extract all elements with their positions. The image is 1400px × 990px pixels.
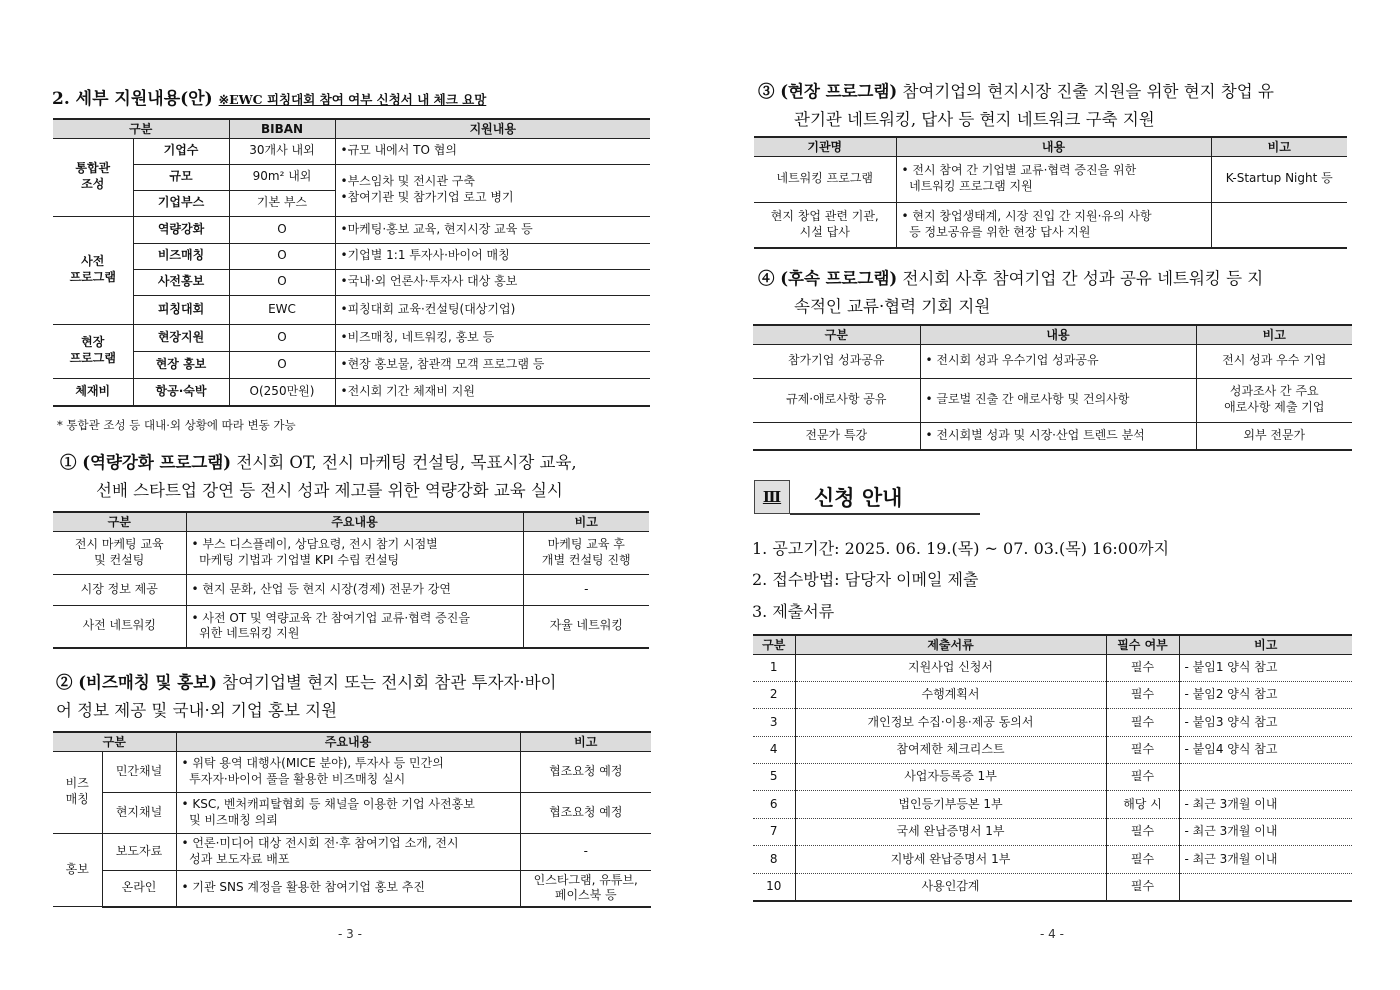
paragraph-line: 선배 스타트업 강연 등 전시 성과 제고를 위한 역량강화 교육 실시 xyxy=(96,481,563,500)
header-cell: 주요내용 xyxy=(176,732,520,751)
content-cell: •피칭대회 교육·컨설팅(대상기업) xyxy=(335,295,650,324)
doc-no: 8 xyxy=(753,846,795,873)
content-cell: •전시회 기간 체재비 지원 xyxy=(335,378,650,406)
table-cell: 협조요청 예정 xyxy=(520,751,651,792)
header-cell: 구분 xyxy=(753,635,795,654)
table-cell xyxy=(1211,202,1347,248)
paragraph-line: 참여기업별 현지 또는 전시회 참관 투자자·바이 xyxy=(216,673,557,692)
table-row xyxy=(753,846,1352,873)
table-row xyxy=(753,791,1352,818)
table-cell: • 사전 OT 및 역량교육 간 참여기업 교류·협력 증진을 위한 네트워킹 지원 xyxy=(186,605,523,648)
table-cell: 온라인 xyxy=(102,870,176,907)
paragraph-lead: ④ (후속 프로그램) xyxy=(758,269,898,288)
header-cell: 구분 xyxy=(53,512,186,531)
doc-required: 필수 xyxy=(1106,681,1179,708)
table-cell: 외부 전문가 xyxy=(1196,422,1352,450)
doc-name: 법인등기부등본 1부 xyxy=(795,791,1106,818)
header-cell: 기관명 xyxy=(754,137,896,156)
biban-cell: 30개사 내외 xyxy=(229,138,335,164)
biban-cell: O xyxy=(229,243,335,269)
item-cell: 기업수 xyxy=(133,138,229,164)
doc-note: - 최근 3개월 이내 xyxy=(1179,791,1352,818)
paragraph-line: 어 정보 제공 및 국내·외 기업 홍보 지원 xyxy=(56,701,338,720)
doc-no: 2 xyxy=(753,681,795,708)
item-cell: 비즈매칭 xyxy=(133,243,229,269)
group-cell: 현장 프로그램 xyxy=(53,324,133,378)
table-cell: 규제·애로사항 공유 xyxy=(753,378,920,422)
biban-cell: O xyxy=(229,351,335,378)
doc-required: 필수 xyxy=(1106,709,1179,736)
group-cell: 통합관 조성 xyxy=(53,138,133,216)
doc-note: - 붙임3 양식 참고 xyxy=(1179,709,1352,736)
content-cell: •규모 내에서 TO 협의 xyxy=(335,138,650,164)
paragraph-line: 속적인 교류·협력 기회 지원 xyxy=(794,297,991,316)
doc-required: 필수 xyxy=(1106,654,1179,681)
content-cell: •기업별 1:1 투자사·바이어 매칭 xyxy=(335,243,650,269)
paragraph-lead: ① (역량강화 프로그램) xyxy=(60,453,232,472)
doc-required: 필수 xyxy=(1106,818,1179,845)
doc-name: 국세 완납증명서 1부 xyxy=(795,818,1106,845)
doc-name: 수행계획서 xyxy=(795,681,1106,708)
header-cell: 구분 xyxy=(53,119,229,138)
item-cell: 항공·숙박 xyxy=(133,378,229,406)
table-cell: • 위탁 용역 대행사(MICE 분야), 투자사 등 민간의 투자자·바이어 풀을 활용한 비즈매칭 실시 xyxy=(176,751,520,792)
onsite-table xyxy=(754,136,1347,249)
header-cell: 비고 xyxy=(1196,325,1352,344)
paragraph-line: 전시회 사후 참여기업 간 성과 공유 네트워킹 등 지 xyxy=(897,269,1264,288)
documents-table xyxy=(753,634,1352,902)
table-cell: 전시 마케팅 교육 및 컨설팅 xyxy=(53,531,186,574)
doc-note: - 붙임4 양식 참고 xyxy=(1179,736,1352,763)
doc-required: 필수 xyxy=(1106,764,1179,791)
content-cell: •비즈매칭, 네트워킹, 홍보 등 xyxy=(335,324,650,351)
biban-cell: O xyxy=(229,269,335,295)
heading-note: ※EWC 피칭대회 참여 여부 신청서 내 체크 요망 xyxy=(218,92,487,107)
item-cell: 피칭대회 xyxy=(133,295,229,324)
table-row xyxy=(753,873,1352,900)
doc-note xyxy=(1179,764,1352,791)
paragraph-capacity xyxy=(60,449,660,505)
biban-cell: O xyxy=(229,324,335,351)
item-cell: 규모 xyxy=(133,164,229,190)
header-cell: 필수 여부 xyxy=(1106,635,1179,654)
table-cell: • 기관 SNS 계정을 활용한 참여기업 홍보 추진 xyxy=(176,870,520,907)
table-cell: K-Startup Night 등 xyxy=(1211,156,1347,202)
header-cell: 주요내용 xyxy=(186,512,523,531)
table-cell: 시장 정보 제공 xyxy=(53,574,186,605)
content-cell: •마케팅·홍보 교육, 현지시장 교육 등 xyxy=(335,216,650,243)
table-cell: 현지 창업 관련 기관, 시설 답사 xyxy=(754,202,896,248)
table-cell: • 전시회별 성과 및 시장·산업 트렌드 분석 xyxy=(920,422,1196,450)
doc-no: 5 xyxy=(753,764,795,791)
doc-no: 3 xyxy=(753,709,795,736)
table-cell: 협조요청 예정 xyxy=(520,792,651,833)
doc-required: 해당 시 xyxy=(1106,791,1179,818)
doc-note xyxy=(1179,873,1352,900)
section-heading xyxy=(52,84,486,109)
paragraph-line: 관기관 네트워킹, 답사 등 현지 네트워크 구축 지원 xyxy=(794,110,1155,129)
doc-no: 6 xyxy=(753,791,795,818)
header-cell: 비고 xyxy=(523,512,649,531)
table-row xyxy=(753,764,1352,791)
table-cell: 사전 네트워킹 xyxy=(53,605,186,648)
table-cell: • 언론·미디어 대상 전시회 전·후 참여기업 소개, 전시 성과 보도자료 배포 xyxy=(176,833,520,870)
paragraph-lead: ② (비즈매칭 및 홍보) xyxy=(56,673,217,692)
doc-name: 개인정보 수집·이용·제공 동의서 xyxy=(795,709,1106,736)
page-number: - 3 - xyxy=(338,927,362,941)
support-table xyxy=(53,118,650,407)
group-cell: 사전 프로그램 xyxy=(53,216,133,324)
table-row xyxy=(753,681,1352,708)
bizmatching-table xyxy=(53,731,651,908)
item-cell: 현장지원 xyxy=(133,324,229,351)
content-cell: •부스임차 및 전시관 구축 •참여기관 및 참가기업 로고 병기 xyxy=(335,164,650,216)
footnote: * 통합관 조성 등 대내·외 상황에 따라 변동 가능 xyxy=(57,418,296,432)
doc-no: 7 xyxy=(753,818,795,845)
doc-no: 10 xyxy=(753,873,795,900)
table-cell: 현지채널 xyxy=(102,792,176,833)
table-cell: 민간채널 xyxy=(102,751,176,792)
table-cell: • 글로벌 진출 간 애로사항 및 건의사항 xyxy=(920,378,1196,422)
header-cell: 비고 xyxy=(520,732,651,751)
biban-cell: O(250만원) xyxy=(229,378,335,406)
apply-method: 2. 접수방법: 담당자 이메일 제출 xyxy=(752,570,979,589)
capacity-table xyxy=(53,511,649,649)
doc-note: - 붙임1 양식 참고 xyxy=(1179,654,1352,681)
table-row xyxy=(753,736,1352,763)
item-cell: 사전홍보 xyxy=(133,269,229,295)
header-cell: 내용 xyxy=(896,137,1211,156)
biban-cell: 90m² 내외 xyxy=(229,164,335,190)
heading-text: 2. 세부 지원내용(안) xyxy=(52,89,213,109)
doc-required: 필수 xyxy=(1106,873,1179,900)
doc-required: 필수 xyxy=(1106,736,1179,763)
table-cell: • KSC, 벤처캐피탈협회 등 채널을 이용한 기업 사전홍보 및 비즈매칭 의뢰 xyxy=(176,792,520,833)
header-cell: BIBAN xyxy=(229,119,335,138)
header-cell: 구분 xyxy=(753,325,920,344)
biban-cell: 기본 부스 xyxy=(229,190,335,216)
section-number: Ⅲ xyxy=(762,488,782,506)
paragraph-onsite xyxy=(758,78,1358,134)
table-cell: 참가기업 성과공유 xyxy=(753,344,920,378)
paragraph-line: 참여기업의 현지시장 진출 지원을 위한 현지 창업 유 xyxy=(897,82,1274,101)
table-cell: 전시 성과 우수 기업 xyxy=(1196,344,1352,378)
table-cell: 인스타그램, 유튜브, 페이스북 등 xyxy=(520,870,651,907)
doc-note: - 최근 3개월 이내 xyxy=(1179,846,1352,873)
table-row xyxy=(753,818,1352,845)
section-number-box xyxy=(754,480,790,514)
table-cell: • 현지 문화, 산업 등 현지 시장(경제) 전문가 강연 xyxy=(186,574,523,605)
biban-cell: O xyxy=(229,216,335,243)
item-cell: 현장 홍보 xyxy=(133,351,229,378)
paragraph-bizmatching xyxy=(56,669,666,725)
header-cell: 비고 xyxy=(1211,137,1347,156)
item-cell: 역량강화 xyxy=(133,216,229,243)
header-cell: 내용 xyxy=(920,325,1196,344)
doc-no: 4 xyxy=(753,736,795,763)
content-cell: •국내·외 언론사·투자사 대상 홍보 xyxy=(335,269,650,295)
item-cell: 기업부스 xyxy=(133,190,229,216)
table-cell: • 현지 창업생태계, 시장 진입 간 지원·유의 사항 등 정보공유를 위한 현장 답사 지원 xyxy=(896,202,1211,248)
followup-table xyxy=(753,324,1352,451)
header-cell: 구분 xyxy=(53,732,176,751)
doc-name: 지원사업 신청서 xyxy=(795,654,1106,681)
header-cell: 지원내용 xyxy=(335,119,650,138)
table-row xyxy=(753,654,1352,681)
header-cell: 비고 xyxy=(1179,635,1352,654)
table-cell: - xyxy=(523,574,649,605)
table-cell: 자율 네트워킹 xyxy=(523,605,649,648)
table-cell: - xyxy=(520,833,651,870)
section-underline xyxy=(790,513,980,515)
doc-name: 참여제한 체크리스트 xyxy=(795,736,1106,763)
table-cell: 마케팅 교육 후 개별 컨설팅 진행 xyxy=(523,531,649,574)
header-cell: 제출서류 xyxy=(795,635,1106,654)
paragraph-lead: ③ (현장 프로그램) xyxy=(758,82,898,101)
table-cell: • 부스 디스플레이, 상담요령, 전시 참기 시점별 마케팅 기법과 기업별 KPI 수립 컨설팅 xyxy=(186,531,523,574)
table-cell: 성과조사 간 주요 애로사항 제출 기업 xyxy=(1196,378,1352,422)
group-cell: 체재비 xyxy=(53,378,133,406)
section-title: 신청 안내 xyxy=(814,486,903,510)
doc-no: 1 xyxy=(753,654,795,681)
apply-documents-label: 3. 제출서류 xyxy=(752,602,835,621)
table-cell: • 전시회 성과 우수기업 성과공유 xyxy=(920,344,1196,378)
table-cell: 전문가 특강 xyxy=(753,422,920,450)
page-number: - 4 - xyxy=(1040,927,1064,941)
table-cell: • 전시 참여 간 기업별 교류·협력 증진을 위한 네트워킹 프로그램 지원 xyxy=(896,156,1211,202)
doc-note: - 붙임2 양식 참고 xyxy=(1179,681,1352,708)
group-cell: 홍보 xyxy=(53,833,102,907)
doc-required: 필수 xyxy=(1106,846,1179,873)
doc-name: 사업자등록증 1부 xyxy=(795,764,1106,791)
apply-period: 1. 공고기간: 2025. 06. 19.(목) ~ 07. 03.(목) 16:00까지 xyxy=(752,539,1170,558)
table-cell: 네트워킹 프로그램 xyxy=(754,156,896,202)
table-row xyxy=(753,709,1352,736)
doc-note: - 최근 3개월 이내 xyxy=(1179,818,1352,845)
doc-name: 지방세 완납증명서 1부 xyxy=(795,846,1106,873)
content-cell: •현장 홍보물, 참관객 모객 프로그램 등 xyxy=(335,351,650,378)
group-cell: 비즈 매칭 xyxy=(53,751,102,833)
biban-cell: EWC xyxy=(229,295,335,324)
table-cell: 보도자료 xyxy=(102,833,176,870)
paragraph-line: 전시회 OT, 전시 마케팅 컨설팅, 목표시장 교육, xyxy=(231,453,577,472)
doc-name: 사용인감계 xyxy=(795,873,1106,900)
paragraph-followup xyxy=(758,265,1358,321)
